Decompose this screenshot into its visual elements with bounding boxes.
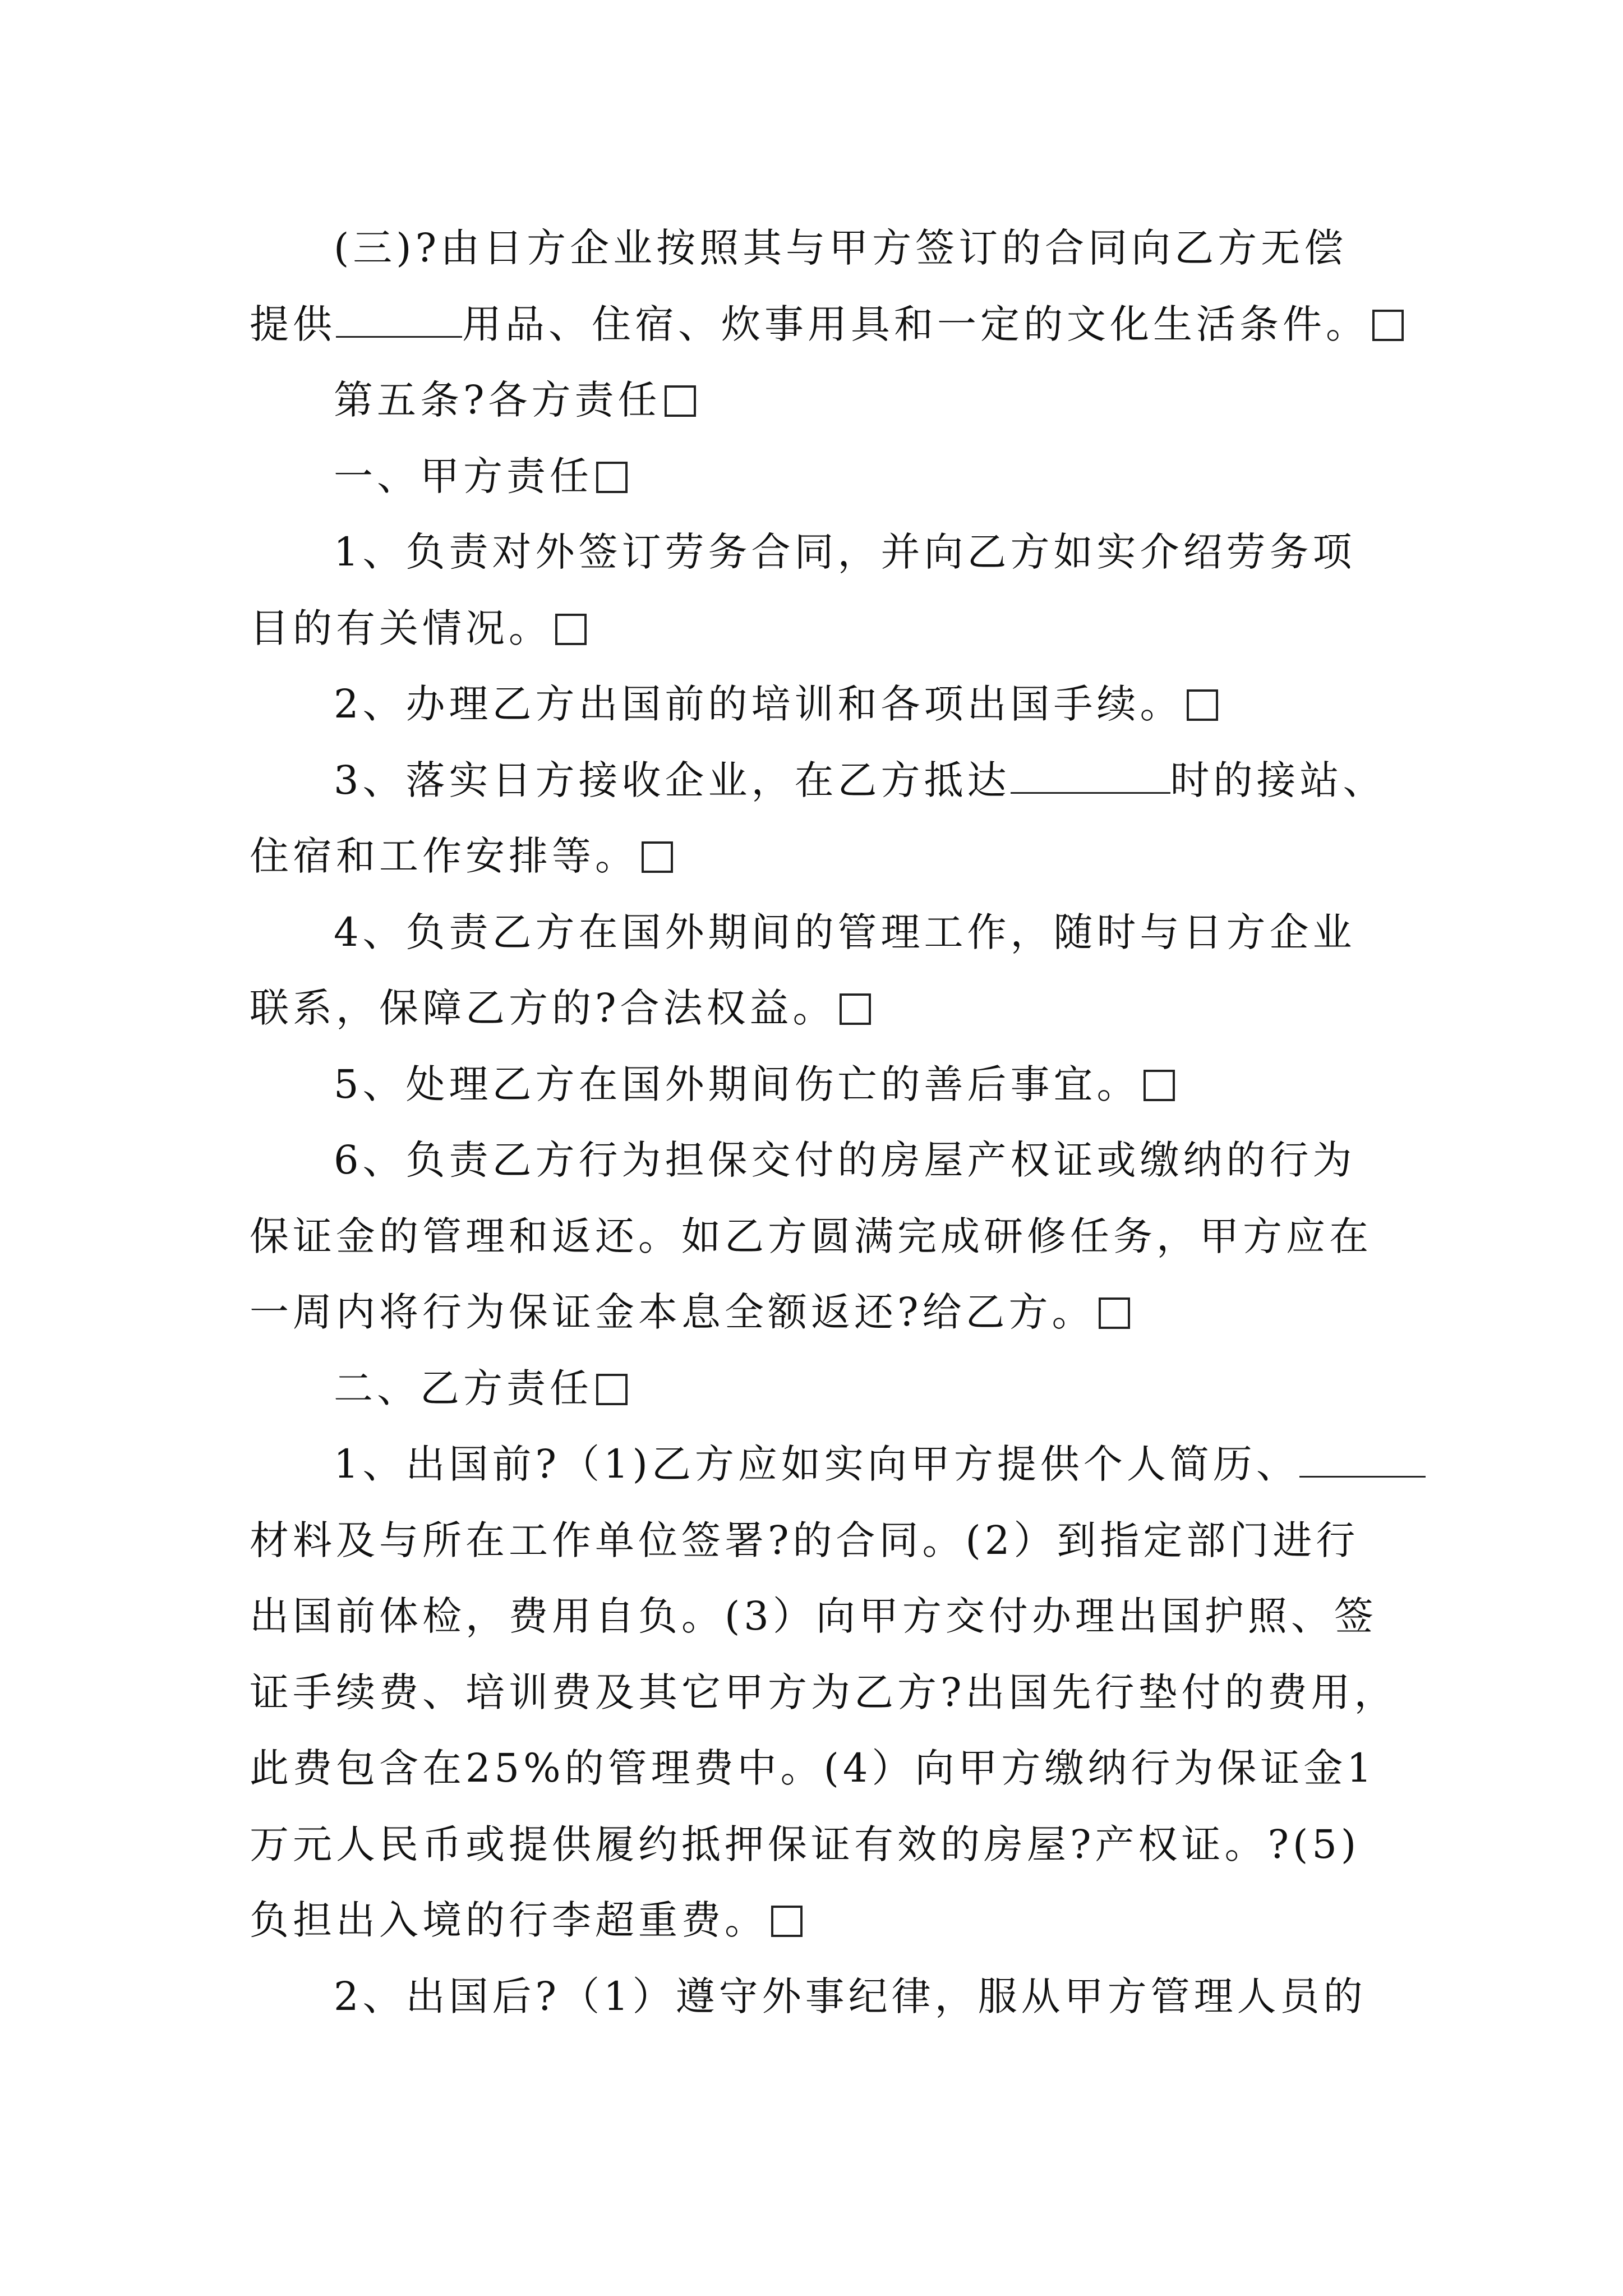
line-text: 1、出国前?（1)乙方应如实向甲方提供个人简历、: [334, 1441, 1299, 1487]
placeholder-box-glyph: [1144, 1070, 1175, 1101]
placeholder-box-glyph: [840, 993, 871, 1025]
placeholder-box-glyph: [1187, 689, 1218, 721]
document-line: [250, 1807, 1394, 1883]
line-text: 材料及与所在工作单位签署?的合同。(2）到指定部门进行: [250, 1517, 1359, 1563]
document-line: [250, 1959, 1394, 2035]
document-body: [250, 210, 1398, 2035]
line-text: 一、甲方责任: [334, 453, 593, 499]
fill-in-blank: [336, 297, 462, 338]
line-text: 住宿和工作安排等。: [250, 833, 638, 879]
line-text: 2、办理乙方出国前的培训和各项出国手续。: [334, 681, 1183, 727]
document-line: [250, 1199, 1394, 1275]
placeholder-box-glyph: [555, 614, 587, 645]
fill-in-blank: [1299, 1437, 1426, 1478]
line-text: 负担出入境的行李超重费。: [250, 1897, 768, 1943]
line-text-after-blank: 时的接站、: [1170, 757, 1386, 803]
line-text: 第五条?各方责任: [334, 377, 661, 423]
document-line: [250, 818, 1394, 895]
line-text: 保证金的管理和返还。如乙方圆满完成研修任务，甲方应在: [250, 1213, 1372, 1259]
document-line: [250, 1122, 1394, 1199]
document-line: [250, 666, 1394, 743]
placeholder-box-glyph: [1099, 1297, 1130, 1329]
line-text-after-blank: 用品、住宿、炊事用具和一定的文化生活条件。: [462, 301, 1369, 347]
document-line: [250, 895, 1394, 971]
line-text: 此费包含在25%的管理费中。(4）向甲方缴纳行为保证金1: [250, 1745, 1376, 1791]
line-text: 证手续费、培训费及其它甲方为乙方?出国先行垫付的费用，: [250, 1669, 1398, 1715]
document-line: [250, 591, 1394, 667]
placeholder-box-glyph: [1372, 310, 1404, 341]
placeholder-box-glyph: [596, 462, 628, 493]
placeholder-box-glyph: [771, 1906, 803, 1937]
placeholder-box-glyph: [596, 1374, 628, 1405]
document-line: [250, 1579, 1394, 1655]
fill-in-blank: [1011, 753, 1170, 794]
document-line: [250, 362, 1394, 439]
line-text: 4、负责乙方在国外期间的管理工作，随时与日方企业: [334, 909, 1356, 955]
document-line: [250, 970, 1394, 1047]
document-line: [250, 1883, 1394, 1959]
placeholder-box-glyph: [665, 385, 696, 417]
line-text: 2、出国后?（1）遵守外事纪律，服从甲方管理人员的: [334, 1973, 1367, 2019]
document-line: [250, 1731, 1394, 1807]
line-text: 5、处理乙方在国外期间伤亡的善后事宜。: [334, 1061, 1140, 1107]
line-text: 3、落实日方接收企业，在乙方抵达: [334, 757, 1011, 803]
line-text: 二、乙方责任: [334, 1365, 593, 1411]
line-text: 目的有关情况。: [250, 605, 552, 651]
line-text: 1、负责对外签订劳务合同，并向乙方如实介绍劳务项: [334, 529, 1356, 575]
document-line: [250, 1351, 1394, 1427]
placeholder-box-glyph: [642, 841, 673, 873]
document-line: [250, 1503, 1394, 1579]
document-line: [250, 743, 1394, 819]
line-text: 提供: [250, 301, 336, 347]
line-text: 6、负责乙方行为担保交付的房屋产权证或缴纳的行为: [334, 1137, 1356, 1183]
line-text: 万元人民币或提供履约抵押保证有效的房屋?产权证。?(5): [250, 1821, 1361, 1867]
line-text: 一周内将行为保证金本息全额返还?给乙方。: [250, 1289, 1095, 1335]
document-line: [250, 439, 1394, 515]
document-line: [250, 1655, 1398, 1731]
line-text: (三)?由日方企业按照其与甲方签订的合同向乙方无偿: [334, 225, 1348, 271]
document-line: [250, 1047, 1394, 1123]
document-line: [250, 1427, 1394, 1503]
document-line: [250, 287, 1394, 363]
line-text: 联系，保障乙方的?合法权益。: [250, 985, 836, 1031]
line-text: 出国前体检，费用自负。(3）向甲方交付办理出国护照、签: [250, 1593, 1377, 1639]
document-line: [250, 514, 1394, 591]
document-line: [250, 210, 1394, 287]
document-line: [250, 1274, 1394, 1351]
